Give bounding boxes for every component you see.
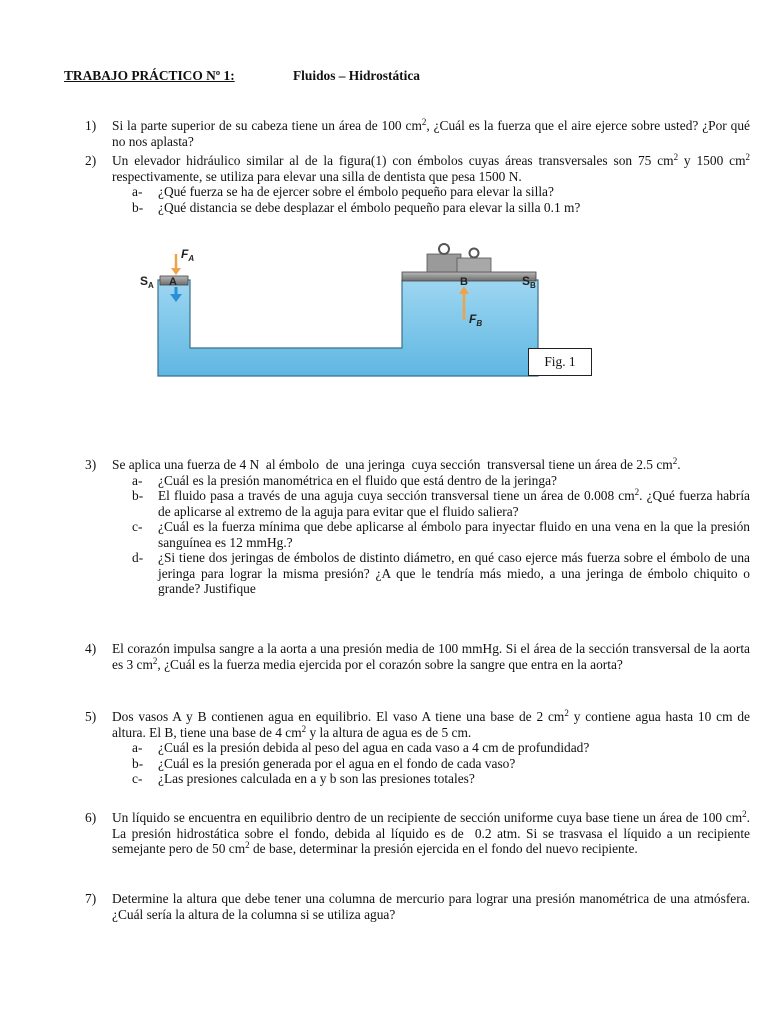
question-1 [85, 118, 750, 149]
water-body [158, 280, 538, 376]
label-piston-b: B [460, 276, 468, 288]
load-block-1 [427, 254, 461, 272]
question-number: 4) [85, 641, 97, 656]
subitem-letter: b- [132, 755, 144, 771]
load-hook-2 [470, 249, 479, 258]
subitem-text: ¿Cuál es la presión generada por el agua en el fondo de cada vaso? [158, 755, 516, 771]
question-subitem [132, 519, 750, 550]
question-subitems [112, 184, 750, 215]
question-text: Se aplica una fuerza de 4 N al émbolo de una jeringa cuya sección transversal tiene un área de 2.5 $cm^2$. [112, 456, 681, 472]
title-text: TRABAJO PRÁCTICO Nº 1: [64, 68, 235, 83]
subitem-text: ¿Qué fuerza se ha de ejercer sobre el émbolo pequeño para elevar la silla? [158, 184, 554, 199]
subitem-letter: a- [132, 740, 143, 755]
label-sa: $S_A$ [140, 274, 154, 290]
subitem-letter: b- [132, 488, 144, 503]
question-subitem [132, 771, 750, 787]
question-number: 7) [85, 891, 97, 906]
subitem-text: ¿Las presiones calculada en a y b son las presiones totales? [158, 771, 475, 786]
piston-b [402, 272, 536, 281]
question-text: El corazón impulsa sangre a la aorta a una presión media de 100 mmHg. Si el área de la sección transversal de la aorta es 3 $cm^2$, ¿Cuál es la fuerza media ejercida por el corazón sobre la sangre que entra en la aorta? [112, 641, 750, 672]
question-number: 1) [85, 118, 97, 133]
question-text: Dos vasos A y B contienen agua en equilibrio. El vaso A tiene una base de 2 $cm^2$ y contiene agua hasta 10 cm de altura. El B, tiene una base de 4 $cm^2$ y la altura de agua es de 5 cm. [112, 708, 750, 740]
question-7 [85, 891, 750, 922]
subitem-text: ¿Cuál es la presión debida al peso del agua en cada vaso a 4 cm de profundidad? [158, 740, 590, 755]
label-sb: $S_B$ [522, 274, 536, 290]
question-subitems [112, 740, 750, 787]
subitem-text: El fluido pasa a través de una aguja cuya sección transversal tiene un área de 0.008 $cm^2$. ¿Qué fuerza habría de aplicarse al extremo de la aguja para evitar que el fluido saliera? [158, 487, 750, 519]
question-number: 3) [85, 457, 97, 472]
question-4 [85, 641, 750, 672]
question-subitem [132, 550, 750, 597]
question-5 [85, 709, 750, 787]
label-fa: $F_A$ [181, 247, 195, 263]
subtitle-text: Fluidos – Hidrostática [293, 68, 420, 83]
load-hook-1 [439, 244, 449, 254]
label-piston-a: A [169, 276, 177, 288]
subitem-letter: c- [132, 771, 143, 786]
question-number: 5) [85, 709, 97, 724]
question-subitem [132, 200, 750, 216]
question-text: Un elevador hidráulico similar al de la figura(1) con émbolos cuyas áreas transversales son 75 $cm^2$ y 1500 $cm^2$ respectivamente, se utiliza para elevar una silla de dentista que pesa 1500 N. [112, 152, 750, 184]
question-subitem [132, 488, 750, 519]
question-text: Determine la altura que debe tener una columna de mercurio para lograr una presión manométrica de una atmósfera. ¿Cuál sería la altura de la columna si se utiliza agua? [112, 891, 750, 922]
subitem-text: ¿Si tiene dos jeringas de émbolos de distinto diámetro, en qué caso ejerce más fuerza sobre el émbolo de una jeringa para lograr la misma presión? ¿A que le tendría más miedo, a una jeringa de émbolo chiquito o grande? Justifique [158, 550, 750, 596]
question-6 [85, 810, 750, 857]
subitem-letter: b- [132, 199, 144, 215]
question-2 [85, 153, 750, 215]
question-number: 2) [85, 153, 97, 168]
question-3 [85, 457, 750, 597]
question-text: Un líquido se encuentra en equilibrio dentro de un recipiente de sección uniforme cuya base tiene un área de 100 $cm^2$. La presión hidrostática sobre el fondo, debida al líquido es de 0.2 atm. Si se trasvasa el líquido a un recipiente semejante pero de 50 $cm^2$ de base, determinar la presión ejercida en el fondo del nuevo recipiente. [112, 809, 750, 856]
load-block-2 [457, 258, 491, 272]
question-subitem [132, 740, 750, 756]
question-text: Si la parte superior de su cabeza tiene un área de 100 $cm^2$, ¿Cuál es la fuerza que el aire ejerce sobre usted? ¿Por qué no nos aplasta? [112, 117, 750, 149]
question-subitem [132, 184, 750, 200]
subitem-letter: a- [132, 472, 143, 488]
label-fb: $F_B$ [469, 312, 483, 328]
question-subitem [132, 473, 750, 489]
document-title [64, 68, 420, 84]
subitem-letter: a- [132, 184, 143, 199]
question-number: 6) [85, 810, 97, 825]
subitem-letter: d- [132, 550, 144, 565]
force-a-arrow-head [171, 268, 181, 275]
subitem-text: ¿Cuál es la presión manométrica en el fluido que está dentro de la jeringa? [158, 472, 557, 488]
subitem-letter: c- [132, 519, 143, 534]
question-subitems [112, 473, 750, 597]
subitem-text: ¿Qué distancia se debe desplazar el émbolo pequeño para elevar la silla 0.1 m? [158, 199, 581, 215]
figure-caption: Fig. 1 [528, 348, 592, 376]
question-subitem [132, 756, 750, 772]
subitem-text: ¿Cuál es la fuerza mínima que debe aplicarse al émbolo para inyectar fluido en una vena en la que la presión sanguínea es 12 mmHg.? [158, 519, 750, 550]
